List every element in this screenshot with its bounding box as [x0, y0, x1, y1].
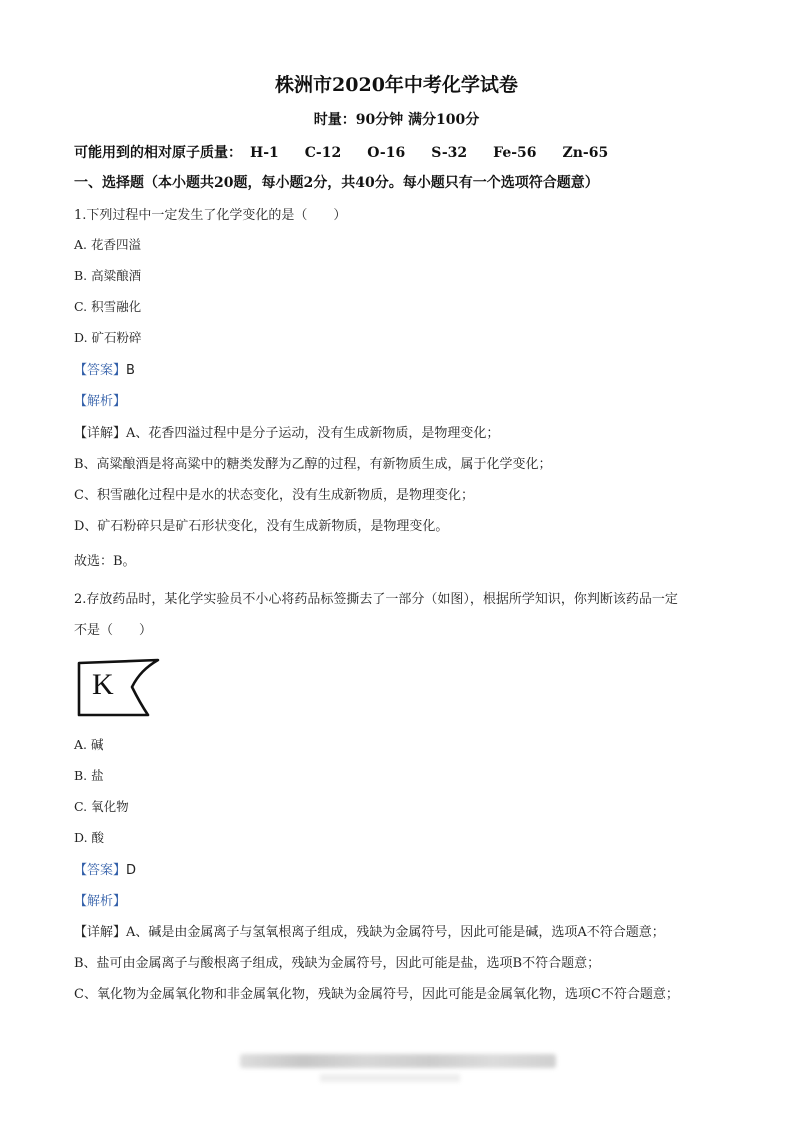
q1-option-c: C. 积雪融化	[74, 299, 142, 314]
torn-label-figure	[76, 657, 166, 719]
detail-text: A、花香四溢过程中是分子运动，没有生成新物质，是物理变化；	[126, 426, 500, 441]
blurred-footer-watermark	[320, 1074, 460, 1082]
question-1-stem: 1.下列过程中一定发生了化学变化的是（ ）	[74, 208, 347, 223]
q2-option-b: B. 盐	[74, 768, 104, 783]
page-subtitle: 时量：90分钟 满分100分	[313, 112, 480, 128]
detail-tag: 【详解】	[74, 925, 127, 940]
q2-detail-line: C、氧化物为金属氧化物和非金属氧化物，残缺为金属符号，因此可能是金属氧化物，选项C不符合题意；	[74, 987, 679, 1002]
q1-detail-line: C、积雪融化过程中是水的状态变化，没有生成新物质，是物理变化；	[74, 488, 474, 503]
q1-detail-line	[74, 422, 499, 441]
q2-detail-line: B、盐可由金属离子与酸根离子组成，残缺为金属符号，因此可能是盐，选项B不符合题意；	[74, 956, 601, 971]
q2-detail-line	[74, 921, 665, 940]
q2-answer	[74, 859, 136, 878]
question-2-stem: 2.存放药品时，某化学实验员不小心将药品标签撕去了一部分（如图），根据所学知识，你判断该药品一定	[74, 592, 678, 607]
answer-tag: 【答案】	[74, 863, 127, 878]
torn-label-figure	[76, 657, 166, 719]
page-title: 株洲市2020年中考化学试卷	[275, 74, 518, 96]
section-heading: 一、选择题（本小题共20题，每小题2分，共40分。每小题只有一个选项符合题意）	[74, 175, 599, 191]
answer-tag: 【答案】	[74, 363, 127, 378]
q1-conclusion: 故选：B。	[74, 554, 136, 569]
q1-answer	[74, 359, 135, 378]
atomic-mass-item: S-32	[431, 145, 468, 161]
q1-detail-line: D、矿石粉碎只是矿石形状变化，没有生成新物质，是物理变化。	[74, 519, 449, 534]
q1-option-a: A. 花香四溢	[74, 237, 141, 252]
blurred-footer-watermark	[240, 1054, 556, 1068]
atomic-mass-line	[74, 142, 608, 162]
q2-option-c: C. 氧化物	[74, 799, 129, 814]
answer-value: D	[126, 863, 137, 878]
q1-option-d: D. 矿石粉碎	[74, 330, 142, 345]
q1-detail-line: B、高粱酿酒是将高粱中的糖类发酵为乙醇的过程，有新物质生成，属于化学变化；	[74, 457, 552, 472]
detail-text: A、碱是由金属离子与氢氧根离子组成，残缺为金属符号，因此可能是碱，选项A不符合题意；	[126, 925, 665, 940]
atomic-mass-item: Zn-65	[562, 145, 609, 161]
q2-analysis-tag: 【解析】	[74, 894, 127, 909]
q1-option-b: B. 高粱酿酒	[74, 268, 142, 283]
atomic-mass-item: C-12	[304, 145, 342, 161]
q2-option-a: A. 碱	[74, 737, 104, 752]
question-2-stem-cont: 不是（ ）	[74, 623, 153, 638]
label-letter: K	[92, 668, 114, 701]
q1-analysis-tag: 【解析】	[74, 394, 127, 409]
atomic-mass-label: 可能用到的相对原子质量：	[74, 145, 242, 161]
q2-option-d: D. 酸	[74, 830, 105, 845]
atomic-mass-item: O-16	[367, 145, 406, 161]
atomic-mass-item: H-1	[250, 145, 279, 161]
atomic-mass-item: Fe-56	[493, 145, 537, 161]
answer-value: B	[126, 363, 135, 378]
detail-tag: 【详解】	[74, 426, 127, 441]
